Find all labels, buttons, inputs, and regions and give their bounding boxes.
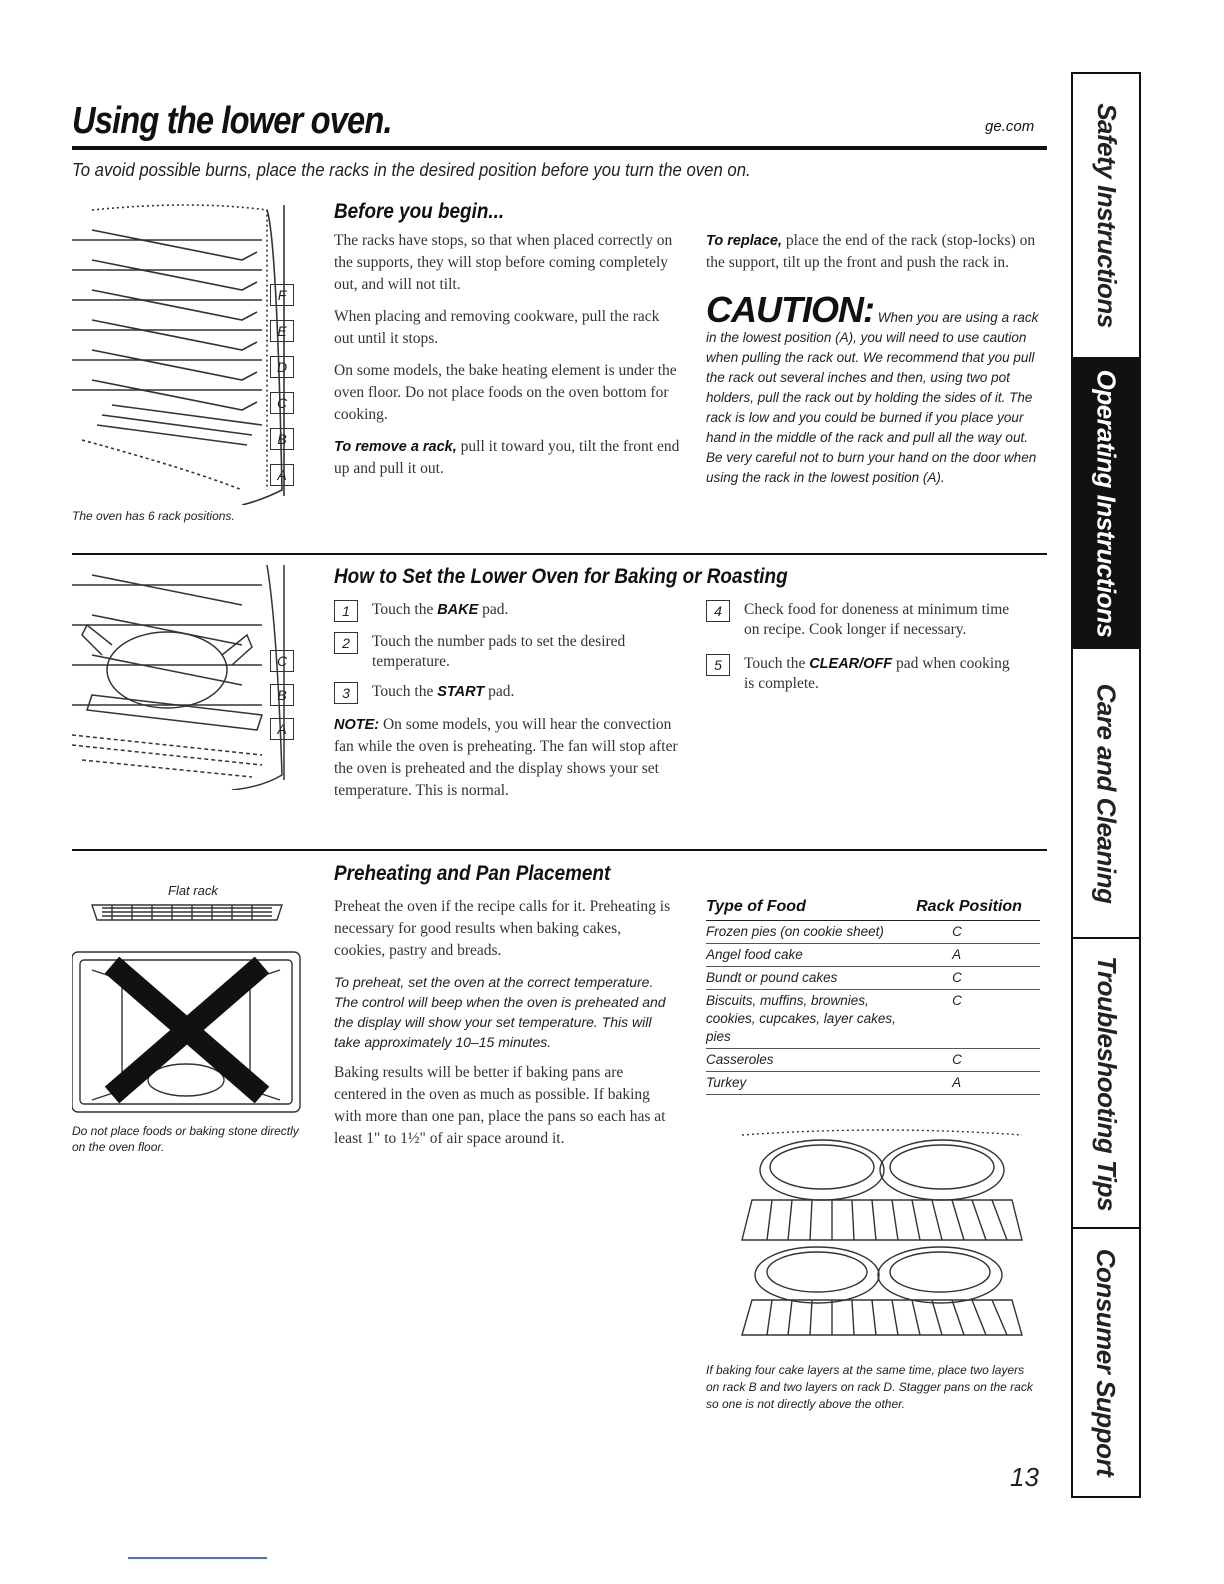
oven-floor-illustration — [72, 870, 302, 1120]
howto-heading: How to Set the Lower Oven for Baking or Roasting — [334, 565, 788, 588]
rack-label-c: C — [270, 650, 294, 672]
rack-positions-caption: The oven has 6 rack positions. — [72, 509, 235, 523]
section-divider-1 — [72, 553, 1047, 555]
rack-label-f: F — [270, 284, 294, 306]
steps-left — [334, 600, 684, 802]
preheat-italic-note: To preheat, set the oven at the correct temperature. The control will beep when the oven is preheated and the display will show your set temperature. This will take approximately 10–15 minutes. — [334, 974, 666, 1050]
rack-label-c: C — [270, 392, 294, 414]
rack-label-d: D — [270, 356, 294, 378]
rack-label-b: B — [270, 428, 294, 450]
table-row: Turkey A — [706, 1072, 1040, 1095]
table-row: Angel food cake A — [706, 944, 1040, 967]
caution-block — [706, 289, 1046, 488]
oven-floor-caption: Do not place foods or baking stone directly on the oven floor. — [72, 1124, 299, 1154]
table-row: Biscuits, muffins, brownies, cookies, cupcakes, layer cakes, pies C — [706, 990, 1040, 1049]
flat-rack-label: Flat rack — [168, 883, 218, 898]
step-1: 1 Touch the BAKE pad. — [334, 600, 684, 622]
remove-rack-text: To remove a rack, pull it toward you, tilt the front end up and pull it out. — [334, 438, 680, 477]
step-3: 3 Touch the START pad. — [334, 682, 684, 704]
preheat-paragraph-2: Baking results will be better if baking pans are centered in the oven as much as possible. If baking with more than one pan, place the pans so each has at least 1" to 1½" of air space around it. — [334, 1064, 666, 1147]
caution-text: When you are using a rack in the lowest position (A), you will need to use caution when pulling the rack out. We recommend that you pull the rack out several inches and then, using two pot holders, pull the rack out by holding the sides of it. The rack is low and you could be burned if you place your hand in the middle of the rack and pull all the way out. Be very careful not to burn your hand on the door when using the rack in the lowest position (A). — [706, 310, 1039, 485]
before-paragraph-3: On some models, the bake heating element is under the oven floor. Do not place foods on the oven bottom for cooking. — [334, 362, 677, 423]
page-number: 13 — [1010, 1462, 1039, 1492]
before-heading: Before you begin... — [334, 200, 505, 223]
section-tabs — [1071, 72, 1141, 1498]
rack-position-header: Rack Position — [916, 898, 1040, 921]
rack-label-a: A — [270, 718, 294, 740]
cake-pans-caption: If baking four cake layers at the same time, place two layers on rack B and two layers on rack D. Stagger pans on the rack so one is not directly above the other. — [706, 1363, 1033, 1411]
rack-position-table — [706, 898, 1040, 1095]
preheat-heading: Preheating and Pan Placement — [334, 862, 611, 885]
step-4: 4 Check food for doneness at minimum time on recipe. Cook longer if necessary. — [706, 600, 1026, 640]
section-divider-2 — [72, 849, 1047, 851]
tab-care-and-cleaning[interactable]: Care and Cleaning — [1073, 649, 1139, 939]
steps-right — [706, 600, 1026, 704]
rack-position-labels-2 — [270, 650, 290, 740]
site-url: ge.com — [985, 118, 1035, 135]
replace-rack-text: To replace, place the end of the rack (stop-locks) on the support, tilt up the front and push the rack in. — [706, 232, 1036, 271]
rack-position-labels — [270, 284, 290, 486]
table-row: Frozen pies (on cookie sheet) C — [706, 921, 1040, 944]
tab-safety-instructions[interactable]: Safety Instructions — [1073, 74, 1139, 359]
preheat-body — [334, 896, 674, 1160]
bottom-blue-line — [128, 1557, 267, 1559]
preheat-paragraph-1: Preheat the oven if the recipe calls for it. Preheating is necessary for good results when baking cakes, cookies, pastry and breads. — [334, 898, 671, 959]
before-body — [334, 230, 680, 490]
tab-consumer-support[interactable]: Consumer Support — [1091, 1248, 1122, 1477]
cake-pans-illustration — [722, 1125, 1040, 1340]
step-2: 2 Touch the number pads to set the desired temperature. — [334, 632, 684, 672]
before-paragraph-2: When placing and removing cookware, pull the rack out until it stops. — [334, 308, 660, 347]
rack-label-a: A — [270, 464, 294, 486]
table-row: Bundt or pound cakes C — [706, 967, 1040, 990]
table-row: Casseroles C — [706, 1049, 1040, 1072]
rack-label-e: E — [270, 320, 294, 342]
title-rule — [72, 146, 1047, 150]
tab-operating-instructions[interactable]: Operating Instructions — [1073, 359, 1139, 649]
convection-note: NOTE: On some models, you will hear the convection fan while the oven is preheating. The fan will stop after the oven is preheated and the display shows your set temperature. This is normal. — [334, 716, 678, 799]
intro-text: To avoid possible burns, place the racks in the desired position before you turn the oven on. — [72, 160, 751, 180]
table-header — [706, 898, 1040, 921]
rack-label-b: B — [270, 684, 294, 706]
before-paragraph-1: The racks have stops, so that when placed correctly on the supports, they will stop before coming completely out, and will not tilt. — [334, 232, 673, 293]
page-title: Using the lower oven. — [72, 100, 392, 142]
caution-word: CAUTION: — [706, 289, 874, 330]
step-5: 5 Touch the CLEAR/OFF pad when cooking is complete. — [706, 654, 1026, 694]
type-of-food-header: Type of Food — [706, 898, 916, 921]
tab-troubleshooting-tips[interactable]: Troubleshooting Tips — [1073, 939, 1139, 1229]
